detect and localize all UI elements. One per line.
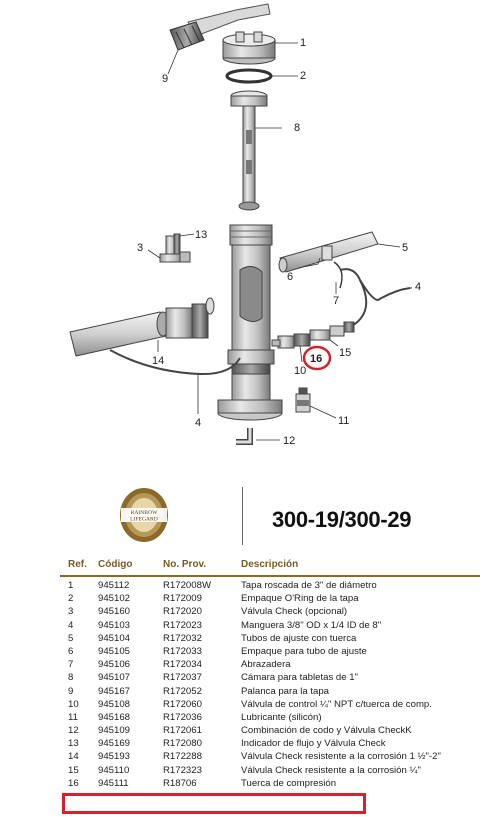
part-1-cap bbox=[223, 32, 298, 64]
cell-prov: R172020 bbox=[163, 606, 202, 618]
cell-code: 945108 bbox=[98, 698, 131, 710]
feeder-body bbox=[218, 225, 282, 420]
cell-code: 945104 bbox=[98, 632, 131, 644]
part-8-chamber bbox=[231, 91, 282, 210]
table-row bbox=[60, 764, 480, 777]
logo-text-line2: LIFEGARD bbox=[130, 516, 158, 523]
cell-prov: R172080 bbox=[163, 738, 202, 750]
cell-code: 945105 bbox=[98, 645, 131, 657]
cell-prov: R172037 bbox=[163, 672, 202, 684]
cell-prov: R172034 bbox=[163, 659, 202, 671]
table-row bbox=[60, 724, 480, 737]
cell-desc: Indicador de flujo y Válvula Check bbox=[241, 738, 386, 750]
cell-code: 945102 bbox=[98, 593, 131, 605]
cell-ref: 1 bbox=[68, 580, 74, 591]
callout-3: 3 bbox=[137, 242, 144, 254]
cell-prov: R172009 bbox=[163, 593, 202, 605]
cell-prov: R172023 bbox=[163, 619, 202, 631]
table-row bbox=[60, 605, 480, 618]
callout-8: 8 bbox=[294, 122, 301, 134]
cell-code: 945111 bbox=[98, 777, 129, 789]
cell-ref: 9 bbox=[68, 685, 74, 697]
parts-table bbox=[60, 557, 480, 790]
cell-prov: R18706 bbox=[163, 777, 197, 789]
cell-desc: Tubos de ajuste con tuerca bbox=[241, 632, 357, 644]
part-11-lubricant bbox=[296, 388, 336, 418]
cell-desc: Tuerca de compresión bbox=[241, 777, 337, 789]
cell-ref: 6 bbox=[68, 645, 74, 657]
callout-15: 15 bbox=[339, 347, 352, 359]
header-prov: No. Prov. bbox=[163, 559, 207, 570]
cell-prov: R172032 bbox=[163, 632, 202, 644]
table-row bbox=[60, 658, 480, 671]
callout-7: 7 bbox=[333, 295, 340, 307]
part-12-elbow bbox=[236, 428, 280, 442]
table-row bbox=[60, 685, 480, 698]
cell-code: 945109 bbox=[98, 725, 131, 737]
cell-desc: Empaque O'Ring de la tapa bbox=[241, 593, 359, 605]
cell-ref: 7 bbox=[68, 659, 74, 671]
cell-desc: Empaque para tubo de ajuste bbox=[241, 645, 367, 657]
callout-12: 12 bbox=[283, 435, 296, 447]
cell-desc: Abrazadera bbox=[241, 659, 291, 671]
cell-code: 945169 bbox=[98, 738, 131, 750]
cell-ref: 13 bbox=[68, 738, 79, 750]
table-row bbox=[60, 737, 480, 750]
cell-code: 945193 bbox=[98, 751, 131, 763]
callout-1: 1 bbox=[300, 37, 307, 49]
highlight-box-row-16 bbox=[62, 793, 366, 814]
cell-code: 945106 bbox=[98, 659, 131, 671]
cell-prov: R172060 bbox=[163, 698, 202, 710]
cell-ref: 4 bbox=[68, 619, 74, 631]
cell-ref: 3 bbox=[68, 606, 74, 618]
table-row bbox=[60, 711, 480, 724]
table-row bbox=[60, 698, 480, 711]
table-row bbox=[60, 750, 480, 763]
header-ref: Ref. bbox=[68, 559, 87, 570]
cell-desc: Tapa roscada de 3" de diámetro bbox=[241, 580, 377, 591]
model-number: 300-19/300-29 bbox=[272, 507, 412, 532]
cell-desc: Palanca para la tapa bbox=[241, 685, 330, 697]
part-4-hose-right bbox=[340, 269, 412, 330]
cell-ref: 15 bbox=[68, 764, 79, 776]
cell-prov: R172061 bbox=[163, 725, 202, 737]
cell-prov: R172323 bbox=[163, 764, 202, 776]
cell-desc: Cámara para tabletas de 1" bbox=[241, 672, 358, 684]
callout-9: 9 bbox=[162, 73, 169, 85]
cell-desc: Válvula Check (opcional) bbox=[241, 606, 348, 618]
cell-ref: 8 bbox=[68, 672, 74, 684]
header-desc: Descripción bbox=[241, 559, 299, 570]
cell-prov: R172288 bbox=[163, 751, 202, 763]
callout-10: 10 bbox=[294, 365, 307, 377]
cell-ref: 2 bbox=[68, 593, 74, 605]
part-2-oring bbox=[227, 70, 298, 82]
cell-prov: R172052 bbox=[163, 685, 202, 697]
cell-desc: Lubricante (silicón) bbox=[241, 711, 322, 723]
table-row bbox=[60, 619, 480, 632]
cell-desc: Válvula de control ¼" NPT c/tuerca de comp. bbox=[241, 698, 432, 710]
cell-desc: Combinación de codo y Válvula CheckK bbox=[241, 725, 412, 737]
cell-code: 945112 bbox=[98, 580, 130, 591]
cell-ref: 16 bbox=[68, 777, 79, 789]
callout-6: 6 bbox=[287, 271, 294, 283]
table-row bbox=[60, 777, 480, 790]
header-code: Código bbox=[98, 559, 133, 570]
callout-2: 2 bbox=[300, 70, 307, 82]
part-3-13-valves bbox=[148, 234, 194, 262]
table-row bbox=[60, 592, 480, 605]
cell-desc: Válvula Check resistente a la corrosión 1 ½"-2" bbox=[241, 751, 441, 763]
callout-11: 11 bbox=[338, 415, 350, 427]
table-row bbox=[60, 632, 480, 645]
callout-14: 14 bbox=[152, 355, 165, 367]
cell-desc: Manguera 3/8" OD x 1/4 ID de 8" bbox=[241, 619, 382, 631]
cell-prov: R172036 bbox=[163, 711, 202, 723]
cell-code: 945107 bbox=[98, 672, 131, 684]
cell-ref: 5 bbox=[68, 632, 74, 644]
callout-4a: 4 bbox=[415, 281, 422, 293]
callout-13: 13 bbox=[195, 229, 208, 241]
cell-prov: R172033 bbox=[163, 645, 202, 657]
cell-ref: 10 bbox=[68, 698, 79, 710]
callout-4b: 4 bbox=[195, 417, 202, 429]
cell-prov: R172008W bbox=[163, 580, 211, 591]
table-row bbox=[60, 671, 480, 684]
header-divider bbox=[242, 487, 243, 545]
part-14-pipe-valve bbox=[70, 298, 214, 356]
cell-code: 945168 bbox=[98, 711, 131, 723]
logo-text-line1: RAINBOW bbox=[130, 510, 158, 516]
cell-code: 945110 bbox=[98, 764, 130, 776]
table-header bbox=[60, 557, 480, 577]
table-body bbox=[60, 577, 480, 790]
table-row bbox=[60, 645, 480, 658]
part-5-tube bbox=[279, 232, 400, 272]
cell-desc: Válvula Check resistente a la corrosión ¼" bbox=[241, 764, 421, 776]
cell-ref: 14 bbox=[68, 751, 79, 763]
cell-ref: 12 bbox=[68, 725, 79, 737]
cell-code: 945167 bbox=[98, 685, 131, 697]
rainbow-lifegard-logo bbox=[118, 486, 170, 544]
cell-ref: 11 bbox=[68, 711, 78, 723]
table-row bbox=[60, 579, 480, 592]
cell-code: 945103 bbox=[98, 619, 131, 631]
callout-16: 16 bbox=[310, 353, 323, 365]
cell-code: 945160 bbox=[98, 606, 131, 618]
callout-5: 5 bbox=[402, 242, 409, 254]
